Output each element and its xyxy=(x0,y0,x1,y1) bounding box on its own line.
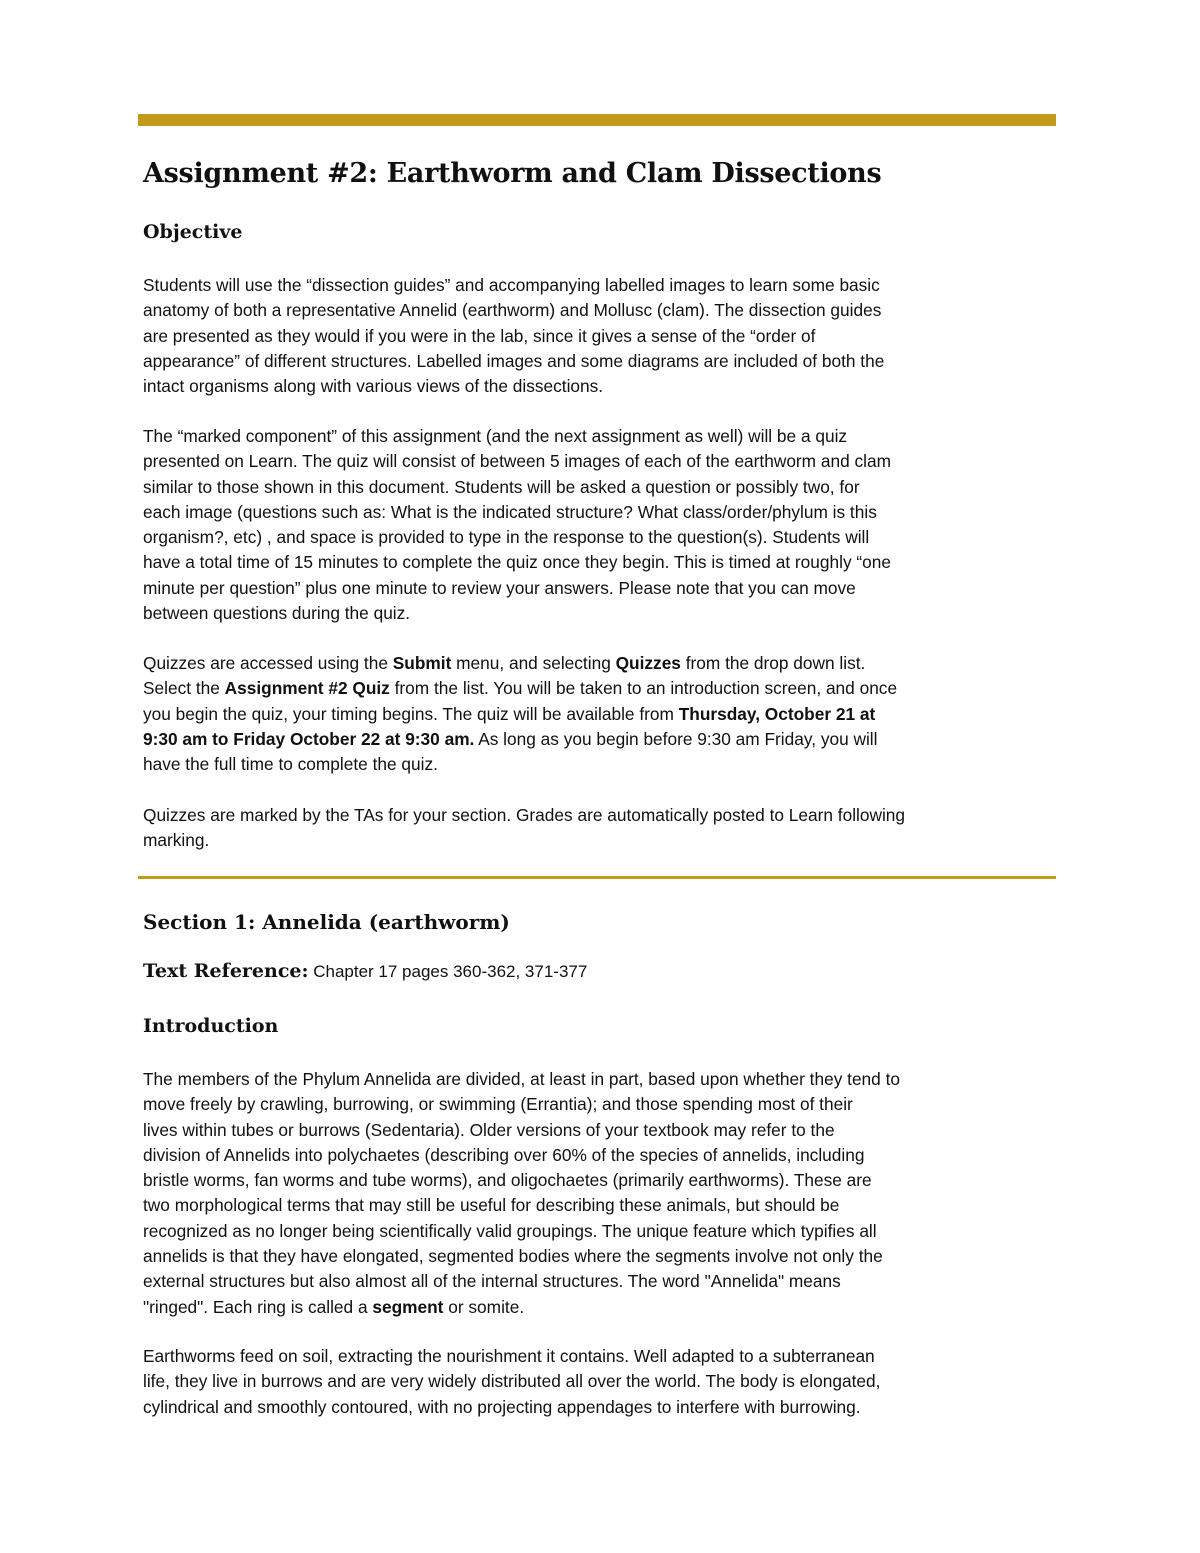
text-line: are presented as they would if you were in the lab, since it gives a sense of the “order of xyxy=(143,325,816,346)
text-line: organism?, etc) , and space is provided to type in the response to the question(s). Students will xyxy=(143,527,870,548)
text-reference-label: Text Reference: xyxy=(143,960,309,982)
objective-paragraph-3 xyxy=(143,651,1058,777)
text-line: have a total time of 15 minutes to complete the quiz once they begin. This is timed at roughly “one xyxy=(143,552,891,573)
text-line xyxy=(143,1295,1058,1320)
assignment-quiz-term: Assignment #2 Quiz xyxy=(224,678,390,699)
text-reference-value: Chapter 17 pages 360-362, 371-377 xyxy=(308,962,588,981)
objective-paragraph-2 xyxy=(143,424,1058,626)
text-line: each image (questions such as: What is the indicated structure? What class/order/phylum is this xyxy=(143,501,877,522)
text-line: Students will use the “dissection guides” and accompanying labelled images to learn some basic xyxy=(143,275,880,295)
text-run: Select the xyxy=(143,678,225,699)
text-line: similar to those shown in this document. Students will be asked a question or possibly two, for xyxy=(143,476,860,497)
text-line: marking. xyxy=(143,830,210,851)
page-title: Assignment #2: Earthworm and Clam Dissections xyxy=(143,158,882,189)
text-run: Quizzes are accessed using the xyxy=(143,653,393,673)
text-line: presented on Learn. The quiz will consist of between 5 images of each of the earthworm and clam xyxy=(143,451,891,472)
quiz-end-date: 9:30 am to Friday October 22 at 9:30 am. xyxy=(143,728,475,749)
text-run: from the list. You will be taken to an introduction screen, and once xyxy=(389,678,898,699)
text-line xyxy=(143,727,1058,752)
text-line: recognized as no longer being scientifically valid groupings. The unique feature which typifies all xyxy=(143,1220,877,1241)
text-line: The members of the Phylum Annelida are divided, at least in part, based upon whether they tend to xyxy=(143,1069,900,1089)
text-line: cylindrical and smoothly contoured, with no projecting appendages to interfere with burrowing. xyxy=(143,1396,861,1417)
text-line xyxy=(143,651,1058,676)
introduction-heading: Introduction xyxy=(143,1015,279,1037)
text-line: Quizzes are marked by the TAs for your section. Grades are automatically posted to Learn following xyxy=(143,805,906,825)
text-run: As long as you begin before 9:30 am Friday, you will xyxy=(474,728,878,749)
text-line: appearance” of different structures. Labelled images and some diagrams are included of both the xyxy=(143,350,885,371)
quiz-start-date: Thursday, October 21 at xyxy=(678,703,876,724)
top-accent-rule xyxy=(138,114,1056,126)
text-line: annelids is that they have elongated, segmented bodies where the segments involve not only the xyxy=(143,1246,883,1267)
text-line: bristle worms, fan worms and tube worms), and oligochaetes (primarily earthworms). These are xyxy=(143,1170,872,1191)
text-line xyxy=(143,676,1058,701)
text-line: Earthworms feed on soil, extracting the nourishment it contains. Well adapted to a subterranean xyxy=(143,1346,875,1366)
section-1-heading: Section 1: Annelida (earthworm) xyxy=(143,910,510,934)
segment-term: segment xyxy=(372,1296,444,1317)
text-line: between questions during the quiz. xyxy=(143,603,411,624)
text-line xyxy=(143,702,1058,727)
section-divider xyxy=(138,876,1056,879)
text-line: The “marked component” of this assignment (and the next assignment as well) will be a quiz xyxy=(143,426,848,446)
objective-paragraph-4 xyxy=(143,803,1058,854)
objective-paragraph-1 xyxy=(143,273,1058,399)
text-run: from the drop down list. xyxy=(680,653,866,673)
text-line: have the full time to complete the quiz. xyxy=(143,754,438,775)
text-run: or somite. xyxy=(443,1296,525,1317)
text-line: minute per question” plus one minute to review your answers. Please note that you can move xyxy=(143,577,856,598)
objective-heading: Objective xyxy=(143,221,243,243)
text-line: two morphological terms that may still be useful for describing these animals, but should be xyxy=(143,1195,840,1216)
text-line: external structures but also almost all of the internal structures. The word "Annelida" means xyxy=(143,1271,841,1292)
text-run: you begin the quiz, your timing begins. The quiz will be available from xyxy=(143,703,679,724)
text-line: lives within tubes or burrows (Sedentaria). Older versions of your textbook may refer to the xyxy=(143,1119,835,1140)
text-reference xyxy=(143,960,587,982)
text-run: menu, and selecting xyxy=(451,653,616,673)
text-line: life, they live in burrows and are very widely distributed all over the world. The body is elongated, xyxy=(143,1371,881,1392)
text-line: move freely by crawling, burrowing, or swimming (Errantia); and those spending most of their xyxy=(143,1094,853,1115)
introduction-paragraph-1 xyxy=(143,1067,1058,1320)
text-line: intact organisms along with various views of the dissections. xyxy=(143,376,604,397)
quizzes-term: Quizzes xyxy=(615,653,681,673)
text-run: "ringed". Each ring is called a xyxy=(143,1296,373,1317)
submit-menu-term: Submit xyxy=(392,653,452,673)
text-line: anatomy of both a representative Annelid (earthworm) and Mollusc (clam). The dissection guides xyxy=(143,300,882,321)
text-line: division of Annelids into polychaetes (describing over 60% of the species of annelids, including xyxy=(143,1144,865,1165)
introduction-paragraph-2 xyxy=(143,1344,1058,1420)
